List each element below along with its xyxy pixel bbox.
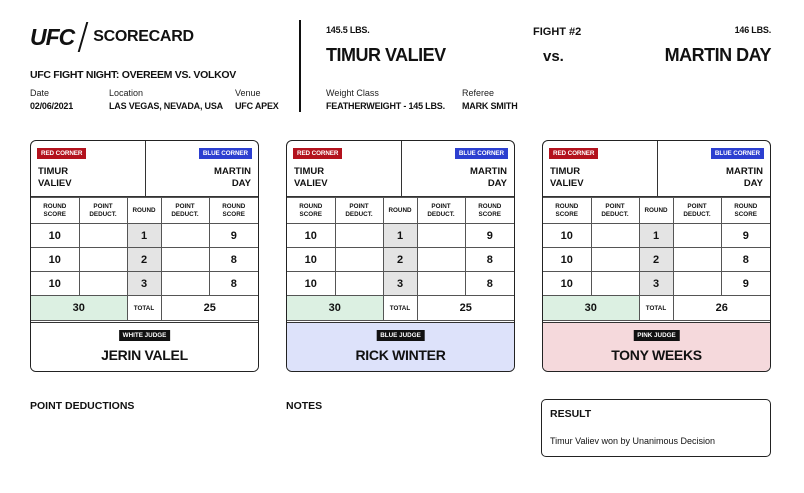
page-title: SCORECARD [93,28,194,45]
judge-area [31,322,258,371]
round-row [543,248,770,272]
red-round-score-header: ROUND SCORE [31,198,79,224]
round-number: 1 [639,224,673,248]
blue-first-name: MARTIN [214,166,251,177]
corner-header [31,141,258,197]
venue-value: UFC APEX [235,101,279,111]
round-row [543,272,770,296]
red-round-score: 10 [31,272,79,296]
red-point-deduction [591,224,639,248]
result-box [541,399,771,457]
round-row [287,224,514,248]
ufc-logo [30,22,194,52]
red-round-score: 10 [543,248,591,272]
red-point-deduction [79,272,127,296]
judge-area [287,322,514,371]
blue-round-score: 8 [209,248,258,272]
blue-round-score: 8 [465,272,514,296]
round-row [287,272,514,296]
corner-divider [401,141,402,197]
round-number: 2 [639,248,673,272]
weight-class-value: FEATHERWEIGHT - 145 LBS. [326,101,445,111]
red-point-deduction [335,248,383,272]
result-text: Timur Valiev won by Unanimous Decision [550,436,716,446]
score-table [31,197,258,321]
blue-point-deduction [673,224,721,248]
red-round-score: 10 [543,224,591,248]
red-point-deduction [79,248,127,272]
blue-total: 25 [161,296,258,321]
total-row [31,296,258,321]
red-first-name: TIMUR [38,166,69,177]
blue-round-score-header: ROUND SCORE [721,198,770,224]
round-number: 3 [639,272,673,296]
red-fighter-card-name [294,166,328,190]
weight-class-block [326,88,445,111]
red-last-name: VALIEV [550,178,584,189]
location-label: Location [109,88,144,98]
brand-wordmark: UFC [30,23,75,50]
blue-point-deduction [161,272,209,296]
corner-divider [145,141,146,197]
judge-card-3 [542,140,771,372]
blue-fighter-weight: 146 LBS. [734,25,771,35]
blue-point-deduct-header: POINT DEDUCT. [161,198,209,224]
blue-point-deduction [161,248,209,272]
round-row [31,272,258,296]
total-label: TOTAL [383,296,417,321]
red-corner-badge: RED CORNER [37,148,86,159]
red-round-score: 10 [31,248,79,272]
red-round-score: 10 [287,248,335,272]
blue-last-name: DAY [743,178,763,189]
blue-point-deduction [417,224,465,248]
red-round-score-header: ROUND SCORE [543,198,591,224]
score-table-header [31,198,258,224]
round-number: 2 [127,248,161,272]
red-total: 30 [287,296,383,321]
blue-point-deduction [161,224,209,248]
round-row [31,224,258,248]
result-title: RESULT [550,408,592,420]
location-block [109,88,223,111]
red-point-deduct-header: POINT DEDUCT. [591,198,639,224]
red-point-deduction [335,224,383,248]
notes-title: NOTES [286,400,323,412]
blue-last-name: DAY [231,178,251,189]
judge-name: TONY WEEKS [611,347,702,363]
red-round-score: 10 [31,224,79,248]
blue-fighter-card-name [726,166,763,190]
point-deductions-title: POINT DEDUCTIONS [30,400,135,412]
red-fighter-card-name [550,166,584,190]
blue-last-name: DAY [487,178,507,189]
red-round-score: 10 [287,272,335,296]
corner-header [543,141,770,197]
red-point-deduction [335,272,383,296]
red-point-deduct-header: POINT DEDUCT. [335,198,383,224]
red-point-deduction [591,272,639,296]
event-title: UFC FIGHT NIGHT: OVEREEM VS. VOLKOV [30,69,236,81]
blue-fighter-card-name [214,166,251,190]
blue-corner-badge: BLUE CORNER [711,148,764,159]
judge-card-1 [30,140,259,372]
red-last-name: VALIEV [294,178,328,189]
red-round-score: 10 [543,272,591,296]
judge-name: RICK WINTER [355,347,446,363]
blue-point-deduct-header: POINT DEDUCT. [673,198,721,224]
header-divider [299,20,301,112]
blue-round-score: 8 [209,272,258,296]
blue-fighter-card-name [470,166,507,190]
round-header: ROUND [639,198,673,224]
score-table [543,197,770,321]
round-row [543,224,770,248]
weight-class-label: Weight Class [326,88,379,98]
blue-round-score-header: ROUND SCORE [465,198,514,224]
red-corner-badge: RED CORNER [549,148,598,159]
round-row [31,248,258,272]
total-row [543,296,770,321]
blue-fighter-name: MARTIN DAY [664,45,771,65]
judge-name: JERIN VALEL [101,347,188,363]
corner-header [287,141,514,197]
blue-round-score: 8 [465,248,514,272]
round-row [287,248,514,272]
red-fighter-card-name [38,166,72,190]
logo-slash-divider [78,22,89,52]
blue-point-deduction [673,272,721,296]
red-first-name: TIMUR [550,166,581,177]
blue-round-score: 9 [209,224,258,248]
red-fighter-weight: 145.5 LBS. [326,25,370,35]
venue-block [235,88,279,111]
referee-block [462,88,518,111]
fight-number: FIGHT #2 [533,26,582,38]
red-round-score-header: ROUND SCORE [287,198,335,224]
judge-badge: BLUE JUDGE [376,330,425,341]
judge-area [543,322,770,371]
blue-point-deduction [417,272,465,296]
red-total: 30 [31,296,127,321]
blue-round-score: 9 [721,272,770,296]
judge-badge: PINK JUDGE [633,330,680,341]
red-corner-badge: RED CORNER [293,148,342,159]
corner-divider [657,141,658,197]
score-table-header [287,198,514,224]
referee-value: MARK SMITH [462,101,518,111]
blue-round-score: 9 [721,224,770,248]
blue-total: 26 [673,296,770,321]
round-header: ROUND [127,198,161,224]
date-label: Date [30,88,50,98]
round-header: ROUND [383,198,417,224]
date-value: 02/06/2021 [30,101,74,111]
red-total: 30 [543,296,639,321]
round-number: 3 [127,272,161,296]
red-first-name: TIMUR [294,166,325,177]
red-fighter-name: TIMUR VALIEV [326,45,446,65]
red-round-score: 10 [287,224,335,248]
referee-label: Referee [462,88,495,98]
judge-badge: WHITE JUDGE [119,330,171,341]
blue-round-score-header: ROUND SCORE [209,198,258,224]
total-row [287,296,514,321]
red-point-deduction [591,248,639,272]
blue-total: 25 [417,296,514,321]
blue-round-score: 9 [465,224,514,248]
round-number: 1 [383,224,417,248]
blue-point-deduction [417,248,465,272]
blue-point-deduct-header: POINT DEDUCT. [417,198,465,224]
score-table-header [543,198,770,224]
vs-label: vs. [543,48,564,65]
blue-point-deduction [673,248,721,272]
red-last-name: VALIEV [38,178,72,189]
date-block [30,88,73,111]
blue-corner-badge: BLUE CORNER [455,148,508,159]
venue-label: Venue [235,88,261,98]
blue-corner-badge: BLUE CORNER [199,148,252,159]
total-label: TOTAL [639,296,673,321]
blue-first-name: MARTIN [726,166,763,177]
total-label: TOTAL [127,296,161,321]
blue-first-name: MARTIN [470,166,507,177]
location-value: LAS VEGAS, NEVADA, USA [109,101,223,111]
blue-round-score: 8 [721,248,770,272]
round-number: 3 [383,272,417,296]
round-number: 2 [383,248,417,272]
red-point-deduction [79,224,127,248]
score-table [287,197,514,321]
red-point-deduct-header: POINT DEDUCT. [79,198,127,224]
judge-card-2 [286,140,515,372]
round-number: 1 [127,224,161,248]
